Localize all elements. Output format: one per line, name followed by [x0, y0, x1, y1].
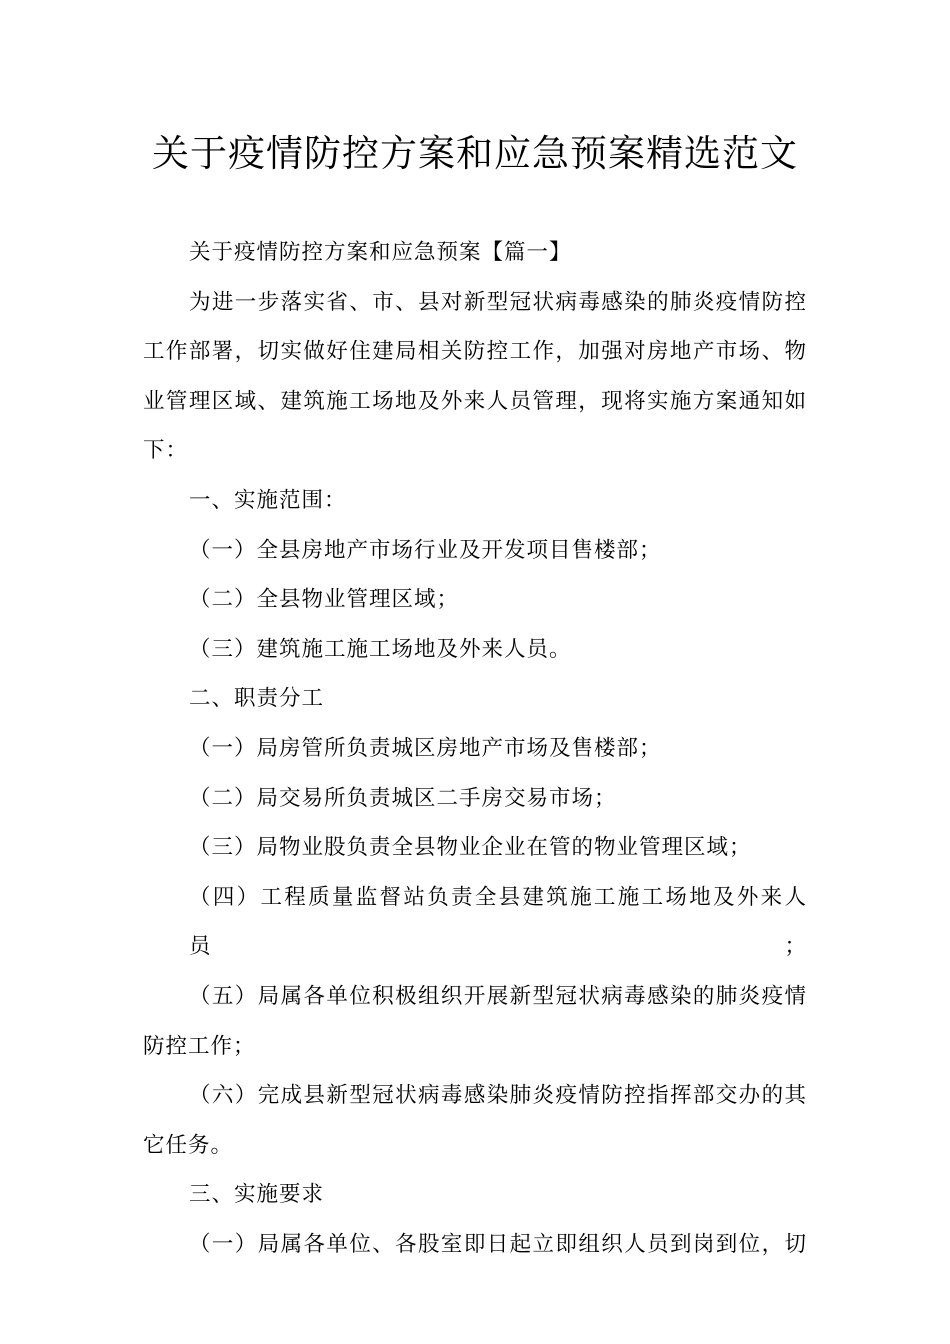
document-subtitle: 关于疫情防控方案和应急预案【篇一】 [189, 240, 572, 265]
section-2-item-5 [143, 972, 807, 1071]
section-1-item: （二）全县物业管理区域； [189, 587, 460, 613]
section-2-item-5-line-2: 防控工作； [143, 1033, 256, 1059]
intro-paragraph [143, 278, 807, 476]
intro-line-4: 下： [143, 438, 189, 464]
section-2-item-6-line-2: 它任务。 [143, 1132, 234, 1158]
intro-line-1: 为进一步落实省、市、县对新型冠状病毒感染的肺炎疫情防控 [189, 289, 807, 315]
section-2-item: （三）局物业股负责全县物业企业在管的物业管理区域； [189, 835, 752, 861]
section-2-item: （二）局交易所负责城区二手房交易市场； [189, 785, 617, 811]
section-2-item-5-line-1: （五）局属各单位积极组织开展新型冠状病毒感染的肺炎疫情 [189, 983, 807, 1009]
intro-line-3: 业管理区域、建筑施工场地及外来人员管理，现将实施方案通知如 [143, 388, 807, 414]
section-2-item-6-line-1: （六）完成县新型冠状病毒感染肺炎疫情防控指挥部交办的其 [189, 1083, 807, 1109]
document-body [143, 228, 807, 1269]
section-1-heading: 一、实施范围： [189, 487, 347, 513]
section-2-item: （一）局房管所负责城区房地产市场及售楼部； [189, 735, 662, 761]
section-2-heading: 二、职责分工 [189, 686, 325, 712]
section-2-item-6 [143, 1071, 807, 1170]
document-title: 关于疫情防控方案和应急预案精选范文 [152, 132, 798, 175]
section-2-item: （四）工程质量监督站负责全县建筑施工施工场地及外来人员； [189, 884, 807, 960]
section-3-heading: 三、实施要求 [189, 1182, 325, 1208]
section-1-item: （一）全县房地产市场行业及开发项目售楼部； [189, 537, 662, 563]
intro-line-2: 工作部署，切实做好住建局相关防控工作，加强对房地产市场、物 [143, 339, 807, 365]
section-3-item-1-line-1: （一）局属各单位、各股室即日起立即组织人员到岗到位，切 [189, 1231, 807, 1257]
section-1-item: （三）建筑施工施工场地及外来人员。 [189, 636, 572, 662]
